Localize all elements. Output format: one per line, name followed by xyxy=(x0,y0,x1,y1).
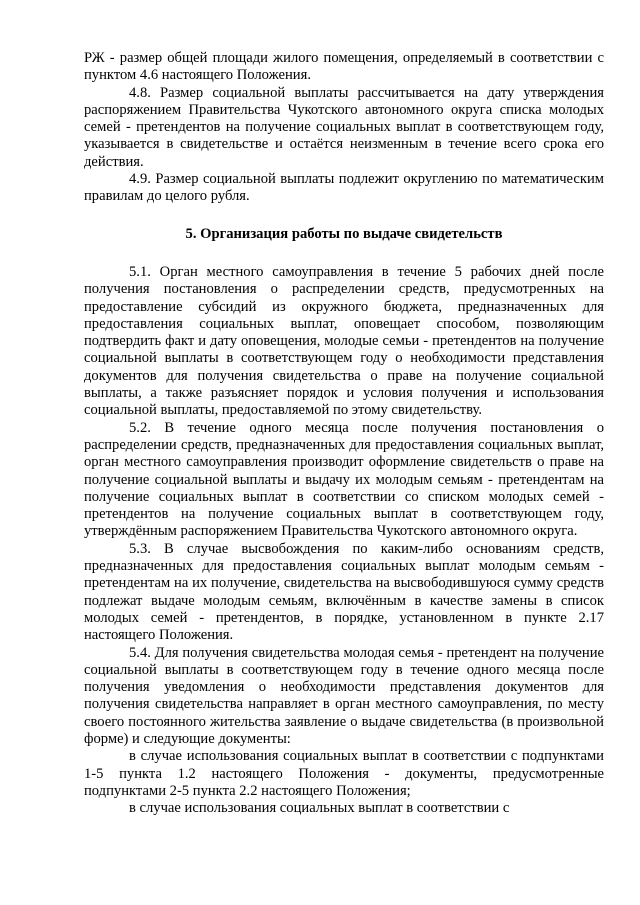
paragraph-5-2: 5.2. В течение одного месяца после получения постановления о распределении средств, предназначенных для предоставления социальных выплат, орган местного самоуправления производит оформление свидетельств о праве на получение социальной выплаты и выдачу их молодым семьям - претендентам на получение социальных выплат в соответствии со списком молодых семей - претендентов на получение социальных выплат в соответствующем году, утверждённым распоряжением Правительства Чукотского автономного округа. xyxy=(84,419,604,540)
paragraph-4-8: 4.8. Размер социальной выплаты рассчитывается на дату утверждения распоряжением Правительства Чукотского автономного округа списка молодых семей - претендентов на получение социальных выплат в соответствующем году, указывается в свидетельстве и остаётся неизменным в течение всего срока его действия. xyxy=(84,84,604,170)
paragraph-5-3: 5.3. В случае высвобождения по каким-либо основаниям средств, предназначенных для предоставления социальных выплат молодым семьям - претендентам на их получение, свидетельства на высвободившуюся сумму средств подлежат выдаче молодым семьям, включённым в качестве замены в список молодых семей - претендентов, в порядке, установленном в пункте 2.17 настоящего Положения. xyxy=(84,540,604,644)
paragraph-5-4: 5.4. Для получения свидетельства молодая семья - претендент на получение социальной выплаты в соответствующем году в течение одного месяца после получения уведомления о необходимости представления документов для получения свидетельства направляет в орган местного самоуправления, по месту своего постоянного жительства заявление о выдаче свидетельства (в произвольной форме) и следующие документы: xyxy=(84,644,604,747)
paragraph-rzh-definition: РЖ - размер общей площади жилого помещения, определяемый в соответствии с пунктом 4.6 настоящего Положения. xyxy=(84,50,604,84)
paragraph-4-9: 4.9. Размер социальной выплаты подлежит округлению по математическим правилам до целого рубля. xyxy=(84,171,604,205)
paragraph-5-1: 5.1. Орган местного самоуправления в течение 5 рабочих дней после получения постановления о распределении средств, предусмотренных на предоставление субсидий из окружного бюджета, предназначенных для предоставления социальных выплат, оповещает способом, позволяющим подтвердить факт и дату оповещения, молодые семьи - претендентов на получение социальной выплаты в соответствующем году о необходимости представления документов для получения свидетельства о праве на получение социальной выплаты, а также разъясняет порядок и условия получения и использования социальной выплаты, предоставляемой по этому свидетельству. xyxy=(84,263,604,419)
paragraph-case-2: в случае использования социальных выплат в соответствии с xyxy=(129,800,510,817)
paragraph-case-1: в случае использования социальных выплат в соответствии с подпунктами 1-5 пункта 1.2 настоящего Положения - документы, предусмотренные подпунктами 2-5 пункта 2.2 настоящего Положения; xyxy=(84,748,604,799)
section-heading: 5. Организация работы по выдаче свидетельств xyxy=(185,225,503,242)
document-page xyxy=(84,50,604,817)
